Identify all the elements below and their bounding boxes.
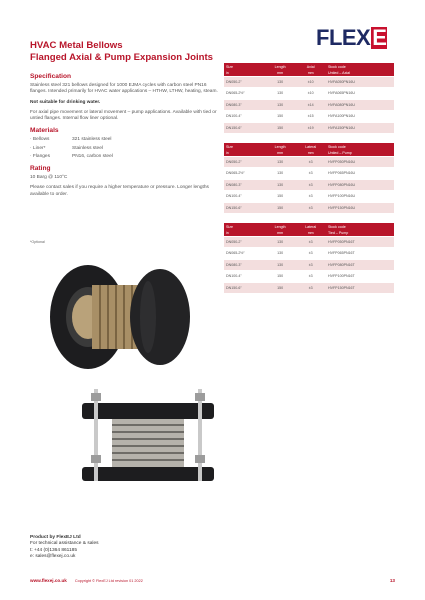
table-cell: 150 — [265, 191, 296, 203]
table-cell: HVFA065PN16U — [326, 88, 394, 100]
table-cell: DN050-2" — [224, 156, 265, 168]
table-cell: HVFP100PN16U — [326, 191, 394, 203]
table-cell: DN050-2" — [224, 236, 265, 248]
table-row — [224, 191, 394, 203]
table-header-row — [224, 143, 394, 150]
product-by-block — [30, 535, 99, 561]
table-cell: HVFP150PN16U — [326, 202, 394, 214]
table-cell: ±3 — [295, 248, 326, 260]
table-cell: ±3 — [295, 179, 326, 191]
column-header: Lateral — [295, 143, 326, 150]
table-cell: 130 — [265, 88, 296, 100]
table-cell: 130 — [265, 236, 296, 248]
table-cell: DN080-3" — [224, 179, 265, 191]
table-row — [224, 88, 394, 100]
page-number: 13 — [389, 578, 395, 583]
table-cell: 150 — [265, 122, 296, 134]
tied-joint-photo — [82, 389, 214, 481]
table-cell: 130 — [265, 168, 296, 180]
stock-tables — [224, 63, 394, 303]
product-by-label: Product by FlexEJ Ltd — [30, 535, 81, 540]
material-row — [30, 146, 220, 152]
table-cell: 150 — [265, 111, 296, 123]
unit-cell: mm — [265, 70, 296, 76]
table-cell: 130 — [265, 156, 296, 168]
table-cell: 130 — [265, 248, 296, 260]
unit-cell: Untied – Pump — [326, 150, 394, 156]
material-value: PN16, carbon steel — [72, 153, 113, 159]
table-cell: HVFA150PN16U — [326, 122, 394, 134]
movement-text: For axial pipe movement or lateral movement – pump applications. Available with tied or untied flanges. Internal flow liner optional. — [30, 109, 217, 122]
table-cell: 130 — [265, 99, 296, 111]
drinking-water-warning: Not suitable for drinking water. — [30, 99, 101, 105]
table-cell: HVFP150PN16T — [326, 282, 394, 294]
table-cell: DN050-2" — [224, 76, 265, 88]
table-cell: DN065-2½" — [224, 168, 265, 180]
table-cell: DN100-4" — [224, 111, 265, 123]
table-cell: 130 — [265, 259, 296, 271]
table-cell: ±10 — [295, 88, 326, 100]
column-header: Stock code — [326, 143, 394, 150]
specification-heading: Specification — [30, 73, 72, 80]
table-row — [224, 236, 394, 248]
table-cell: HVFP100PN16T — [326, 271, 394, 283]
rating-value: 10 Barg @ 110°C — [30, 175, 68, 181]
table-cell: 150 — [265, 202, 296, 214]
table-cell: HVFA050PN16U — [326, 76, 394, 88]
table-row — [224, 248, 394, 260]
unit-cell: mm — [295, 150, 326, 156]
column-header: Length — [265, 143, 296, 150]
table-cell: ±3 — [295, 191, 326, 203]
material-row — [30, 154, 220, 160]
table-cell: DN150-6" — [224, 282, 265, 294]
table-cell: ±3 — [295, 156, 326, 168]
flexej-logo — [316, 27, 387, 49]
stock-table — [224, 143, 394, 214]
table-cell: ±3 — [295, 202, 326, 214]
assistance-text: For technical assistance & sales — [30, 541, 99, 547]
table-cell: ±3 — [295, 282, 326, 294]
table-cell: 150 — [265, 282, 296, 294]
table-cell: ±3 — [295, 236, 326, 248]
table-cell: HVFA080PN16U — [326, 99, 394, 111]
table-cell: 130 — [265, 76, 296, 88]
product-photos — [30, 255, 220, 485]
unit-cell: in — [224, 230, 265, 236]
optional-footnote: *Optional — [30, 240, 45, 244]
table-row — [224, 282, 394, 294]
table-cell: DN065-2½" — [224, 88, 265, 100]
table-row — [224, 271, 394, 283]
material-value: Stainless steel — [72, 145, 103, 151]
material-value: 321 stainless steel — [72, 137, 112, 143]
column-header: Size — [224, 143, 265, 150]
specification-text: Stainless steel 321 bellows designed for 1000 EJMA cycles with carbon steel PN16 flanges. Intended primarily for HVAC water applications – HTHW, LTHW, heating, steam. — [30, 83, 218, 95]
table-row — [224, 156, 394, 168]
unit-cell: Tied – Pump — [326, 230, 394, 236]
column-header: Length — [265, 63, 296, 70]
table-cell: ±3 — [295, 168, 326, 180]
table-row — [224, 259, 394, 271]
logo-text: FLEX — [316, 25, 371, 50]
table-row — [224, 111, 394, 123]
unit-cell: mm — [265, 230, 296, 236]
table-row — [224, 122, 394, 134]
title-line-1: HVAC Metal Bellows — [30, 40, 123, 51]
email-address: e: sales@flexej.co.uk — [30, 554, 76, 560]
title-line-2: Flanged Axial & Pump Expansion Joints — [30, 52, 214, 63]
unit-cell: mm — [295, 70, 326, 76]
table-cell: DN150-6" — [224, 122, 265, 134]
rating-note: Please contact sales if you require a higher temperature or pressure. Longer lengths available to order. — [30, 185, 209, 197]
table-cell: 150 — [265, 271, 296, 283]
table-cell: DN065-2½" — [224, 248, 265, 260]
table-cell: HVFP050PN16U — [326, 156, 394, 168]
table-header-row — [224, 223, 394, 230]
column-header: Stock code — [326, 223, 394, 230]
materials-list — [30, 137, 220, 160]
material-part: · Bellows — [30, 137, 50, 143]
table-cell: DN080-3" — [224, 99, 265, 111]
table-cell: ±3 — [295, 271, 326, 283]
table-cell: ±19 — [295, 122, 326, 134]
page-title — [30, 40, 213, 64]
table-cell: HVFP080PN16U — [326, 179, 394, 191]
table-cell: DN080-3" — [224, 259, 265, 271]
column-header: Size — [224, 63, 265, 70]
material-row — [30, 137, 220, 143]
table-cell: ±14 — [295, 99, 326, 111]
stock-table — [224, 223, 394, 294]
column-header: Lateral — [295, 223, 326, 230]
table-cell: HVFP080PN16T — [326, 259, 394, 271]
website-link[interactable]: www.flexej.co.uk — [30, 578, 67, 583]
material-part: · Flanges — [30, 153, 50, 159]
column-header: Axial — [295, 63, 326, 70]
unit-cell: in — [224, 150, 265, 156]
table-cell: DN100-4" — [224, 271, 265, 283]
column-header: Length — [265, 223, 296, 230]
table-cell: HVFP065PN16T — [326, 248, 394, 260]
table-cell: ±10 — [295, 76, 326, 88]
unit-cell: mm — [295, 230, 326, 236]
table-cell: ±15 — [295, 111, 326, 123]
page-footer — [30, 578, 395, 583]
unit-cell: in — [224, 70, 265, 76]
table-cell: DN150-6" — [224, 202, 265, 214]
material-part: · Liner* — [30, 145, 46, 151]
table-row — [224, 202, 394, 214]
logo-box-letter: E — [372, 25, 387, 50]
column-header: Stock code — [326, 63, 394, 70]
column-header: Size — [224, 223, 265, 230]
table-header-row — [224, 63, 394, 70]
table-cell: DN100-4" — [224, 191, 265, 203]
unit-cell: mm — [265, 150, 296, 156]
table-cell: 130 — [265, 179, 296, 191]
table-cell: HVFA100PN16U — [326, 111, 394, 123]
table-cell: ±3 — [295, 259, 326, 271]
table-row — [224, 76, 394, 88]
copyright-text: Copyright © FlexEJ Ltd revision 01 2022 — [74, 578, 143, 583]
table-cell: HVFP065PN16U — [326, 168, 394, 180]
stock-table — [224, 63, 394, 134]
axial-joint-photo — [50, 265, 190, 369]
rating-heading: Rating — [30, 165, 51, 173]
table-row — [224, 168, 394, 180]
unit-cell: Untied – Axial — [326, 70, 394, 76]
description-column — [30, 74, 220, 202]
table-row — [224, 99, 394, 111]
table-row — [224, 179, 394, 191]
table-cell: HVFP050PN16T — [326, 236, 394, 248]
phone-number: t: +44 (0)1364 861185 — [30, 547, 77, 553]
materials-heading: Materials — [30, 127, 59, 135]
